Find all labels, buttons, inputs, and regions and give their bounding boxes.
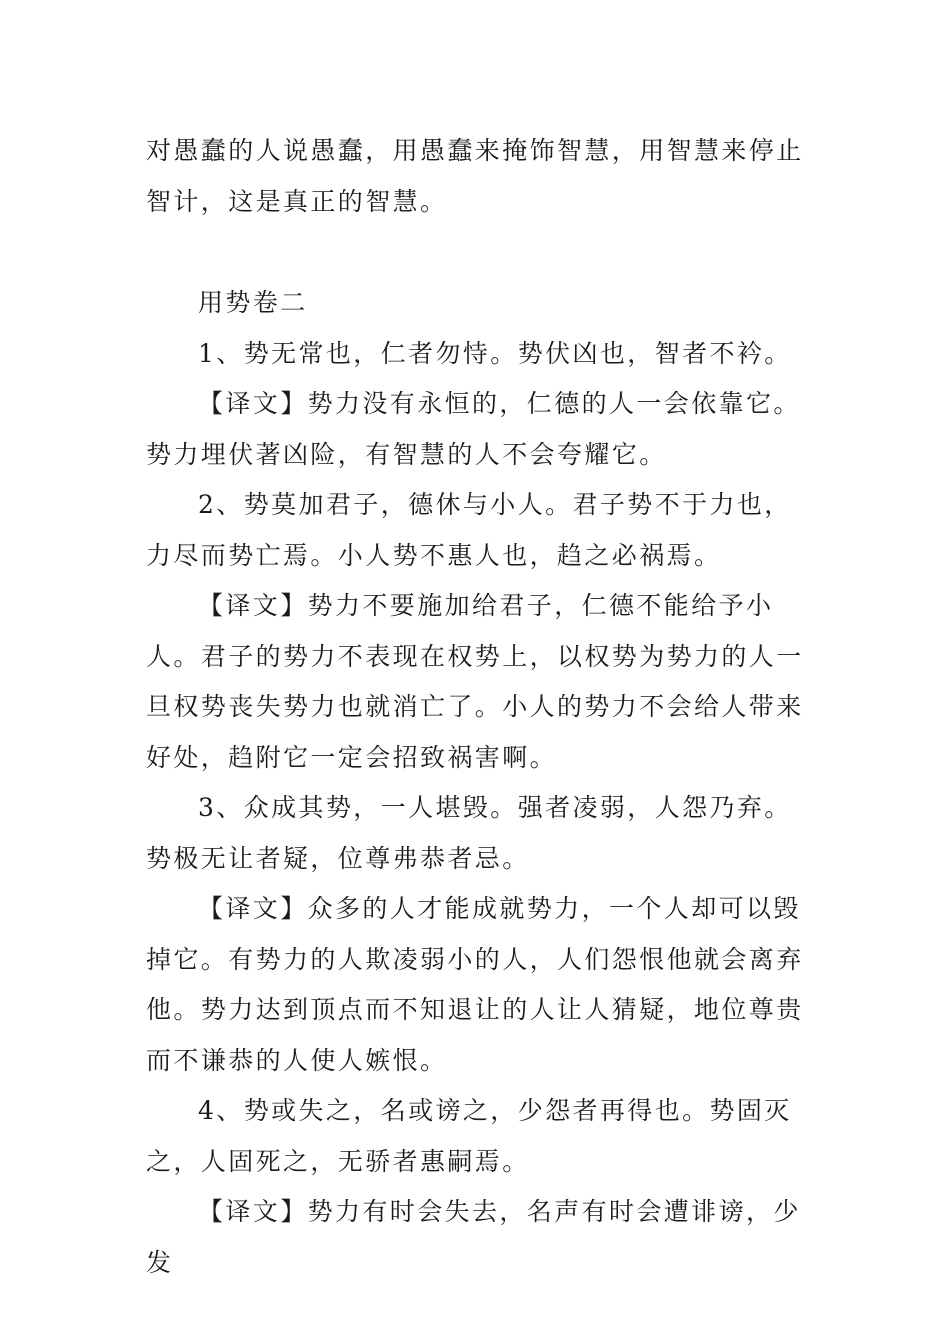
paragraph-10: 【译文】势力有时会失去，名声有时会遭诽谤，少发 xyxy=(146,1197,801,1277)
paragraph-1: 对愚蠢的人说愚蠢，用愚蠢来掩饰智慧，用智慧来停止智计，这是真正的智慧。 xyxy=(146,136,804,216)
section-heading: 用势卷二 xyxy=(198,288,308,317)
paragraph-5: 2、势莫加君子，德休与小人。君子势不于力也，力尽而势亡焉。小人势不惠人也，趋之必祸焉。 xyxy=(146,490,792,570)
paragraph-8: 【译文】众多的人才能成就势力，一个人却可以毁掉它。有势力的人欺凌弱小的人，人们怨恨他就会离弃他。势力达到顶点而不知退让的人让人猜疑，地位尊贵而不谦恭的人使人嫉恨。 xyxy=(146,894,804,1075)
paragraph-7: 3、众成其势，一人堪毁。强者凌弱，人怨乃弃。势极无让者疑，位尊弗恭者忌。 xyxy=(146,793,792,873)
paragraph-6: 【译文】势力不要施加给君子，仁德不能给予小人。君子的势力不表现在权势上，以权势为势力的人一旦权势丧失势力也就消亡了。小人的势力不会给人带来好处，趋附它一定会招致祸害啊。 xyxy=(146,591,804,772)
document-body xyxy=(146,126,806,1288)
paragraph-9: 4、势或失之，名或谤之，少怨者再得也。势固灭之，人固死之，无骄者惠嗣焉。 xyxy=(146,1096,792,1176)
paragraph-3: 1、势无常也，仁者勿恃。势伏凶也，智者不衿。 xyxy=(198,338,792,368)
paragraph-4: 【译文】势力没有永恒的，仁德的人一会依靠它。势力埋伏著凶险，有智慧的人不会夸耀它。 xyxy=(146,389,801,469)
